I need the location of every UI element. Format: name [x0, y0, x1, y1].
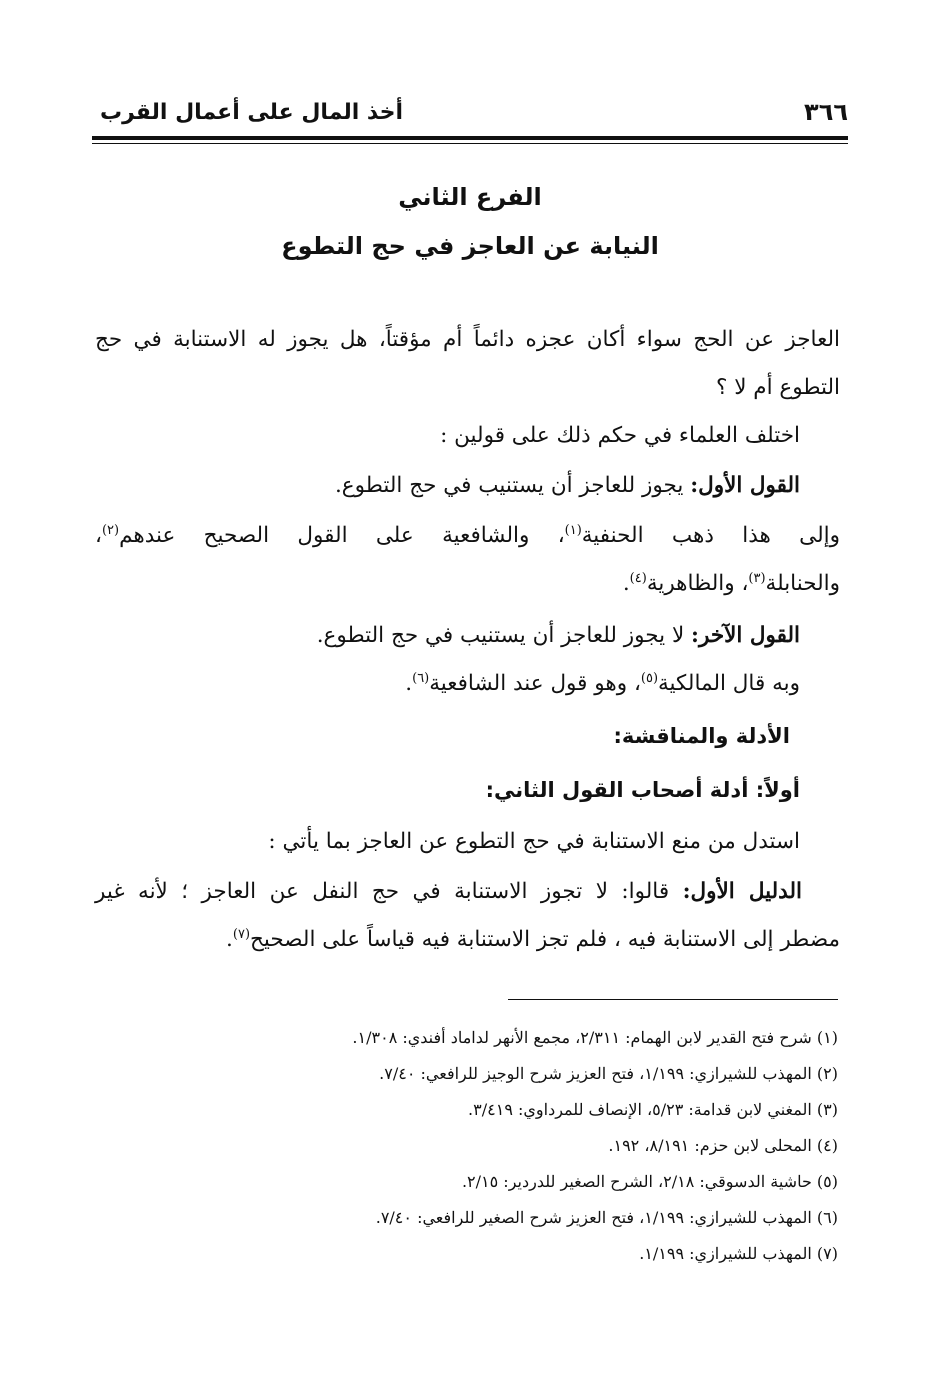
supporters-text-a: وإلى هذا ذهب الحنفية: [581, 523, 840, 548]
first-evidence-text-2: مضطر إلى الاستنابة فيه ، فلم تجز الاستنابة فيه قياساً على الصحيح: [250, 927, 840, 952]
header-rule-thin: [92, 143, 848, 144]
footnotes-list: [98, 1020, 838, 1272]
intro-line-1: العاجز عن الحج سواء أكان عجزه دائماً أم مؤقتاً، هل يجوز له الاستنابة في حج: [95, 327, 840, 352]
disagreement-line: اختلف العلماء في حكم ذلك على قولين :: [440, 423, 800, 448]
first-evidence-paragraph: [95, 868, 840, 964]
footnote-ref-6: (٦): [412, 670, 430, 686]
maliki-line: [60, 660, 800, 708]
second-opinion: [60, 612, 800, 660]
footnote-ref-2: (٢): [101, 522, 120, 538]
footnote-item: (٦) المهذب للشيرازي: ١/١٩٩، فتح العزيز شرح الصغير للرافعي: ٧/٤٠.: [375, 1208, 838, 1227]
maliki-text-c: .: [405, 671, 413, 696]
footnote-item: (١) شرح فتح القدير لابن الهمام: ٢/٣١١، مجمع الأنهر لداماد أفندي: ١/٣٠٨.: [352, 1028, 838, 1047]
footnote-ref-5: (٥): [640, 670, 659, 686]
header-rule-thick: [92, 136, 848, 140]
first-opinion: [60, 462, 800, 510]
evidence-heading: الأدلة والمناقشة:: [613, 724, 790, 748]
first-evidence-line-2: [95, 916, 840, 964]
section-subtitle: النيابة عن العاجز في حج التطوع: [281, 232, 659, 260]
maliki-text-a: وبه قال المالكية: [658, 671, 800, 696]
first-evidence-text: قالوا: لا تجوز الاستنابة في حج النفل عن العاجز ؛ لأنه غير: [95, 879, 670, 904]
footnote-item: (٥) حاشية الدسوقي: ٢/١٨، الشرح الصغير للدردير: ٢/١٥.: [461, 1172, 838, 1191]
supporters-paragraph: [95, 512, 840, 608]
supporters-text-c: ،: [95, 523, 102, 548]
footnote-item: (٢) المهذب للشيرازي: ١/١٩٩، فتح العزيز شرح الوجيز للرافعي: ٧/٤٠.: [379, 1064, 838, 1083]
first-evidence-line-1: [95, 868, 840, 916]
supporters-text-f: .: [622, 571, 630, 596]
intro-paragraph: [95, 316, 840, 412]
footnote-divider: [508, 999, 838, 1000]
footnote-ref-1: (١): [564, 522, 582, 538]
first-opinion-text: يجوز للعاجز أن يستنيب في حج التطوع.: [334, 473, 684, 498]
first-evidence-label: الدليل الأول:: [682, 879, 802, 904]
supporters-text-b: ، والشافعية على القول الصحيح عندهم: [119, 523, 565, 548]
inference-line: استدل من منع الاستنابة في حج التطوع عن العاجز بما يأتي :: [268, 829, 800, 854]
first-group-heading: أولاً: أدلة أصحاب القول الثاني:: [485, 778, 800, 802]
footnote-item: (٣) المغني لابن قدامة: ٥/٢٣، الإنصاف للمرداوي: ٣/٤١٩.: [468, 1100, 838, 1119]
footnote-item: (٤) المحلى لابن حزم: ٨/١٩١، ١٩٢.: [608, 1136, 838, 1155]
footnote-ref-3: (٣): [748, 570, 766, 586]
supporters-line-2: [95, 560, 840, 608]
footnote-ref-4: (٤): [629, 570, 647, 586]
supporters-line-1: [95, 512, 840, 560]
page-number: ٣٦٦: [804, 98, 848, 126]
running-title: أخذ المال على أعمال القرب: [100, 100, 404, 125]
supporters-text-e: ، والظاهرية: [646, 571, 749, 596]
second-opinion-label: القول الآخر:: [691, 623, 800, 648]
maliki-text-b: ، وهو قول عند الشافعية: [429, 671, 641, 696]
intro-line-2: التطوع أم لا ؟: [715, 375, 840, 400]
first-evidence-end: .: [226, 927, 233, 952]
second-opinion-text: لا يجوز للعاجز أن يستنيب في حج التطوع.: [316, 623, 685, 648]
first-opinion-label: القول الأول:: [690, 473, 800, 498]
footnote-item: (٧) المهذب للشيرازي: ١/١٩٩.: [639, 1244, 838, 1263]
supporters-text-d: والحنابلة: [765, 571, 840, 596]
section-heading: الفرع الثاني: [398, 183, 542, 211]
footnote-ref-7: (٧): [232, 926, 251, 942]
